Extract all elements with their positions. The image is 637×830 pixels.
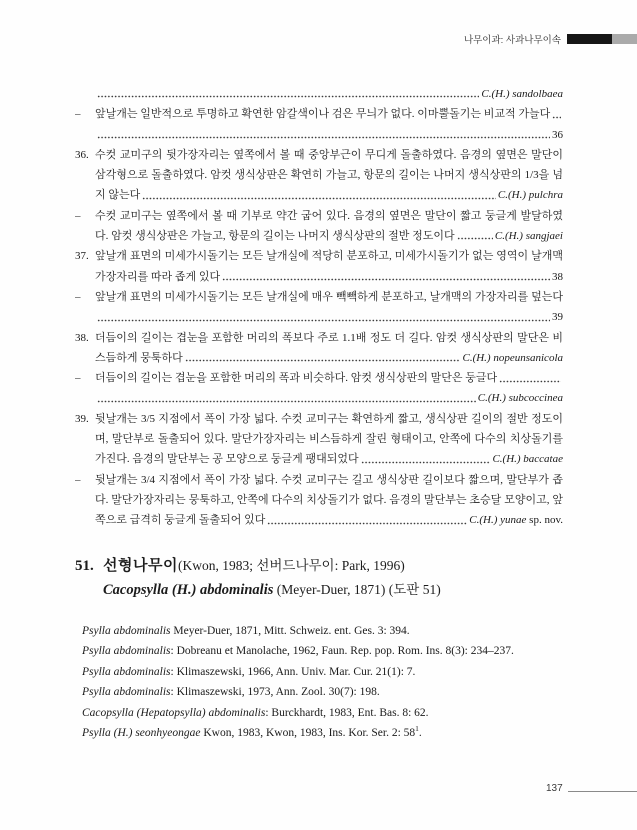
taxon-name: C.(H.) sangjaei bbox=[494, 230, 563, 243]
dotted-leader bbox=[457, 226, 493, 246]
key-line-tail bbox=[552, 307, 563, 327]
key-line-marker bbox=[75, 125, 95, 145]
species-heading-line1 bbox=[75, 554, 563, 578]
key-line bbox=[75, 287, 563, 307]
key-line-tail bbox=[462, 348, 563, 368]
taxon-name: C.(H.) sandolbaea bbox=[481, 88, 563, 100]
key-line bbox=[75, 449, 563, 469]
key-line bbox=[75, 145, 563, 165]
taxon-name: Psylla abdominalis bbox=[82, 625, 171, 637]
key-line-tail bbox=[469, 510, 563, 530]
synonymy-entry bbox=[82, 641, 563, 661]
identification-key bbox=[75, 84, 563, 531]
key-line bbox=[75, 84, 563, 104]
key-line-marker: – bbox=[75, 473, 81, 486]
dotted-leader bbox=[222, 267, 550, 287]
key-line-marker bbox=[75, 490, 95, 510]
key-line-text: 앞날개 표면의 미세가시돌기는 모든 날개실에 적당히 분포하고, 미세가시돌기가 없는 영역이 날개맥 bbox=[95, 250, 563, 263]
key-line bbox=[75, 470, 563, 490]
key-line-text: 며, 말단부로 돌출되어 있다. 말단가장자리는 비스듬하게 잘린 형태이고, 안쪽에 다수의 치상돌기를 bbox=[95, 433, 563, 446]
key-line-text: 스듬하게 뭉툭하다 bbox=[95, 351, 183, 364]
key-line-text: 삼각형으로 돌출하였다. 암컷 생식상판은 확연히 가늘고, 항문의 길이는 나머지 생식상판의 1/3을 넘 bbox=[95, 169, 563, 182]
tail-text: 38 bbox=[552, 270, 563, 283]
taxon-name: C.(H.) baccatae bbox=[492, 453, 563, 466]
running-head bbox=[0, 33, 637, 44]
taxon-name: Psylla abdominalis bbox=[82, 665, 171, 678]
page-footer bbox=[0, 781, 637, 801]
key-line bbox=[75, 328, 563, 348]
key-line bbox=[75, 368, 563, 388]
key-line-marker bbox=[75, 388, 95, 408]
species-scientific-refs: (Meyer-Duer, 1871) (도판 51) bbox=[273, 582, 441, 597]
key-line-text: 지 않는다 bbox=[95, 189, 141, 202]
key-line bbox=[75, 104, 563, 124]
key-line bbox=[75, 267, 563, 287]
key-line-text: 가진다. 음경의 말단부는 공 모양으로 둥글게 팽대되었다 bbox=[95, 453, 359, 466]
synonymy-entry bbox=[82, 682, 563, 702]
key-line-marker bbox=[75, 449, 95, 469]
taxon-name: Psylla abdominalis bbox=[82, 686, 171, 699]
key-line-tail bbox=[495, 226, 563, 246]
key-line-marker bbox=[75, 307, 95, 327]
tail-text: sp. nov. bbox=[526, 514, 563, 527]
key-couplet-number: 36. bbox=[75, 148, 89, 161]
key-line-tail bbox=[478, 388, 563, 408]
dotted-leader bbox=[97, 125, 550, 145]
key-couplet-number: 39. bbox=[75, 412, 89, 425]
synonymy-entry bbox=[82, 703, 563, 723]
key-line-marker: – bbox=[75, 372, 81, 385]
key-line-tail bbox=[552, 125, 563, 145]
key-couplet-number: 38. bbox=[75, 331, 89, 344]
key-line bbox=[75, 165, 563, 185]
header-bar-gray bbox=[612, 34, 637, 44]
key-line bbox=[75, 307, 563, 327]
dotted-leader bbox=[361, 449, 491, 469]
key-line-marker: – bbox=[75, 108, 81, 121]
key-couplet-number: 37. bbox=[75, 250, 89, 263]
species-korean-refs: (Kwon, 1983; 선버드나무이: Park, 1996) bbox=[177, 558, 405, 573]
key-line bbox=[75, 409, 563, 429]
dotted-leader bbox=[185, 348, 461, 368]
dotted-leader bbox=[552, 104, 561, 124]
tail-text: 39 bbox=[552, 311, 563, 324]
key-line-tail bbox=[498, 185, 563, 205]
citation-text: Meyer-Duer, 1871, Mitt. Schweiz. ent. Ges. 3: 394. bbox=[170, 625, 410, 637]
key-line-marker bbox=[75, 348, 95, 368]
synonymy-list bbox=[82, 621, 563, 743]
key-line-marker: – bbox=[75, 209, 81, 222]
taxon-name: C.(H.) yunae bbox=[469, 514, 527, 527]
synonymy-entry bbox=[82, 723, 563, 743]
key-line bbox=[75, 490, 563, 510]
species-korean-name: 선형나무이 bbox=[103, 558, 178, 574]
key-line-marker bbox=[75, 84, 95, 104]
key-line-text: 더듬이의 길이는 겹눈을 포함한 머리의 폭과 비슷하다. 암컷 생식상판의 말단은 둥글다 bbox=[95, 372, 498, 385]
running-head-title: 나무이과: 사과나무이속 bbox=[463, 34, 561, 46]
citation-text: : Dobreanu et Manolache, 1962, Faun. Rep. pop. Rom. Ins. 8(3): 234–237. bbox=[170, 645, 514, 658]
key-line-text: 다. 암컷 생식상판은 가늘고, 항문의 길이는 나머지 생식상판의 절반 정도이다 bbox=[95, 230, 455, 243]
key-line-text: 수컷 교미구의 뒷가장자리는 옆쪽에서 볼 때 중앙부근이 무디게 돌출하였다. 음경의 옆면은 말단이 bbox=[95, 148, 563, 161]
citation-text: : Burckhardt, 1983, Ent. Bas. 8: 62. bbox=[265, 706, 429, 719]
key-line-marker bbox=[75, 165, 95, 185]
species-scientific-name: Cacopsylla (H.) abdominalis bbox=[103, 582, 274, 598]
key-line bbox=[75, 185, 563, 205]
key-line-marker bbox=[75, 510, 95, 530]
page-number: 137 bbox=[546, 783, 563, 794]
key-line-text: 더듬이의 길이는 겹눈을 포함한 머리의 폭보다 주로 1.1배 정도 더 길다. 암컷 생식상판의 말단은 비 bbox=[95, 331, 563, 344]
citation-text: : Klimaszewski, 1973, Ann. Zool. 30(7): 198. bbox=[170, 686, 380, 699]
key-line bbox=[75, 125, 563, 145]
key-line-text: 앞날개는 일반적으로 투명하고 확연한 암갈색이나 검은 무늬가 없다. 이마뿔돌기는 비교적 가늘다 bbox=[95, 108, 551, 121]
key-line-text: 뒷날개는 3/5 지점에서 폭이 가장 넓다. 수컷 교미구는 확연하게 짧고, 생식상판 길이의 절반 정도이 bbox=[95, 412, 563, 425]
dotted-leader bbox=[97, 84, 479, 104]
header-bar-black bbox=[567, 34, 612, 44]
taxon-name: C.(H.) pulchra bbox=[497, 189, 563, 202]
dotted-leader bbox=[499, 368, 561, 388]
key-line-marker bbox=[75, 429, 95, 449]
species-number: 51. bbox=[75, 558, 94, 574]
key-line-text: 쪽으로 급격히 둥글게 돌출되어 있다 bbox=[95, 514, 266, 527]
species-heading bbox=[75, 554, 563, 602]
key-line-tail bbox=[552, 267, 563, 287]
dotted-leader bbox=[142, 185, 496, 205]
citation-text: . bbox=[418, 727, 422, 740]
key-line bbox=[75, 246, 563, 266]
taxon-name: Cacopsylla (Hepatopsylla) abdominalis bbox=[82, 706, 266, 719]
dotted-leader bbox=[267, 510, 467, 530]
footnote-marker: 1 bbox=[415, 724, 419, 734]
key-line bbox=[75, 348, 563, 368]
key-line bbox=[75, 388, 563, 408]
key-line-marker bbox=[75, 185, 95, 205]
key-line-tail bbox=[481, 84, 563, 104]
species-heading-line2 bbox=[75, 578, 563, 602]
taxon-name: Psylla (H.) seonhyeongae bbox=[82, 727, 201, 740]
key-line bbox=[75, 206, 563, 226]
footer-rule bbox=[568, 791, 637, 792]
citation-text: Kwon, 1983, Kwon, 1983, Ins. Kor. Ser. 2: 58 bbox=[200, 727, 416, 740]
dotted-leader bbox=[97, 388, 476, 408]
key-line-marker bbox=[75, 226, 95, 246]
key-line-marker: – bbox=[75, 290, 81, 303]
key-line-marker bbox=[75, 267, 95, 287]
tail-text: 36 bbox=[552, 128, 563, 141]
taxon-name: C.(H.) nopeunsanicola bbox=[462, 351, 563, 364]
citation-text: : Klimaszewski, 1966, Ann. Univ. Mar. Cur. 21(1): 7. bbox=[170, 665, 416, 678]
key-line bbox=[75, 510, 563, 530]
key-line-text: 뒷날개는 3/4 지점에서 폭이 가장 넓다. 수컷 교미구는 길고 생식상판 길이보다 짧으며, 말단부가 좁 bbox=[95, 473, 563, 486]
key-line-text: 앞날개 표면의 미세가시돌기는 모든 날개실에 매우 빽빽하게 분포하고, 날개맥의 가장자리를 덮는다 bbox=[95, 290, 563, 303]
synonymy-entry bbox=[82, 621, 563, 641]
key-line-tail bbox=[492, 449, 563, 469]
key-line-text: 수컷 교미구는 옆쪽에서 볼 때 기부로 약간 굽어 있다. 음경의 옆면은 말단이 짧고 둥글게 발달하였 bbox=[95, 209, 563, 222]
key-line bbox=[75, 429, 563, 449]
taxon-name: C.(H.) subcoccinea bbox=[477, 392, 563, 405]
key-line-text: 가장자리를 따라 좁게 있다 bbox=[95, 270, 221, 283]
key-line-text: 다. 말단가장자리는 뭉툭하고, 안쪽에 다수의 치상돌기가 없다. 음경의 말단부는 초승달 모양이고, 앞 bbox=[95, 493, 563, 506]
synonymy-entry bbox=[82, 662, 563, 682]
dotted-leader bbox=[97, 307, 550, 327]
key-line bbox=[75, 226, 563, 246]
taxon-name: Psylla abdominalis bbox=[82, 645, 171, 658]
